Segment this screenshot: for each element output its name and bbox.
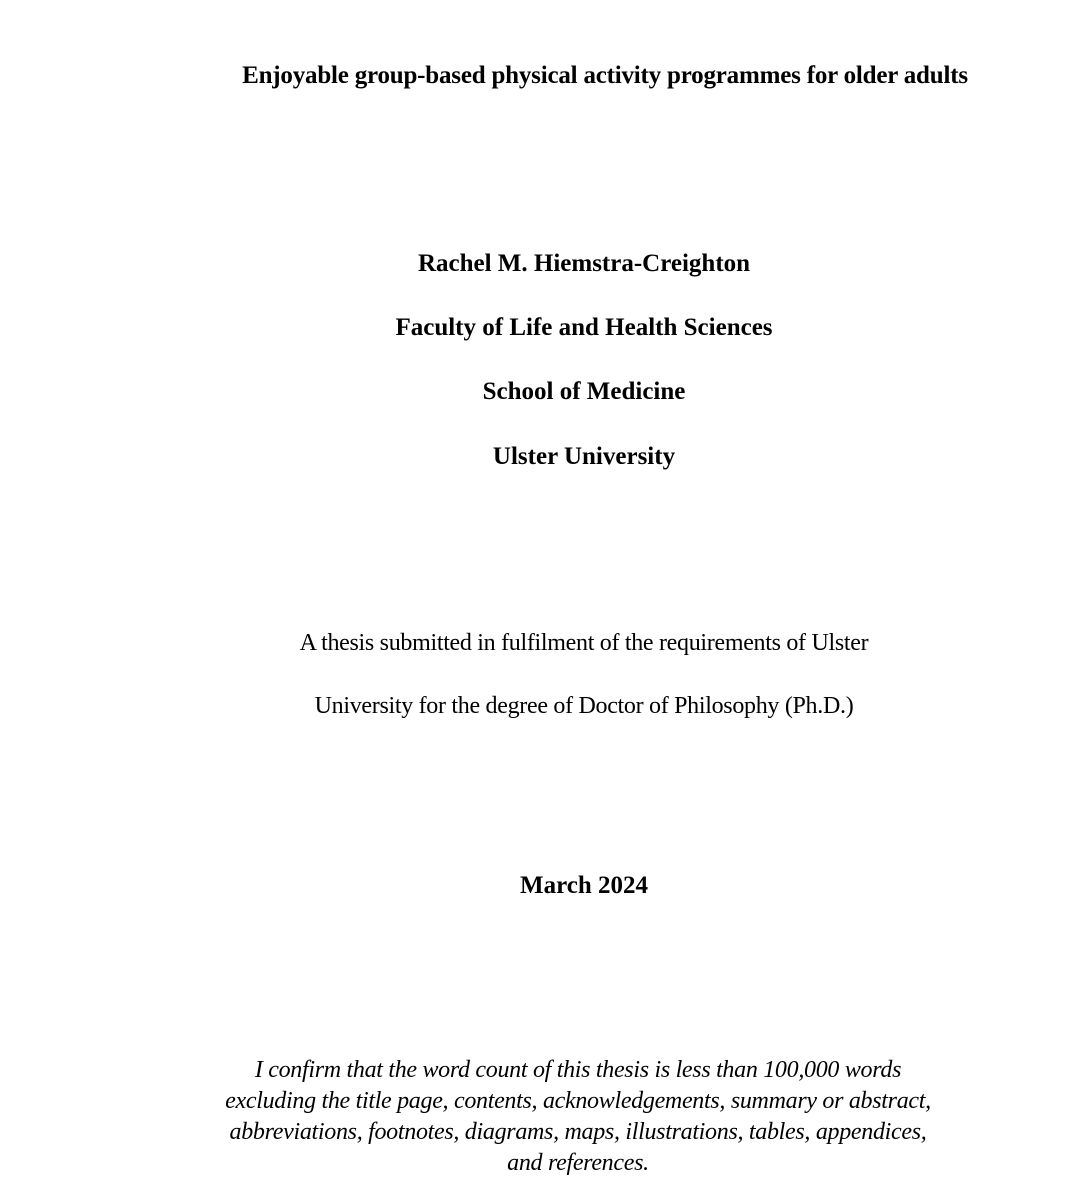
author-name: Rachel M. Hiemstra-Creighton bbox=[417, 250, 751, 277]
word-count-confirmation bbox=[180, 1055, 976, 1179]
thesis-statement-line-2: University for the degree of Doctor of Philosophy (Ph.D.) bbox=[314, 693, 854, 719]
school-name: School of Medicine bbox=[482, 378, 686, 405]
thesis-title: Enjoyable group-based physical activity programmes for older adults bbox=[242, 62, 968, 89]
word-count-line-3: abbreviations, footnotes, diagrams, maps, illustrations, tables, appendices, bbox=[229, 1119, 927, 1145]
faculty-name: Faculty of Life and Health Sciences bbox=[395, 314, 773, 341]
word-count-line-4: and references. bbox=[507, 1150, 649, 1176]
word-count-line-1: I confirm that the word count of this thesis is less than 100,000 words bbox=[254, 1057, 902, 1083]
university-name: Ulster University bbox=[492, 443, 676, 470]
submission-date: March 2024 bbox=[520, 872, 648, 899]
word-count-line-2: excluding the title page, contents, acknowledgements, summary or abstract, bbox=[225, 1088, 931, 1114]
thesis-statement-line-1: A thesis submitted in fulfilment of the requirements of Ulster bbox=[299, 630, 869, 656]
